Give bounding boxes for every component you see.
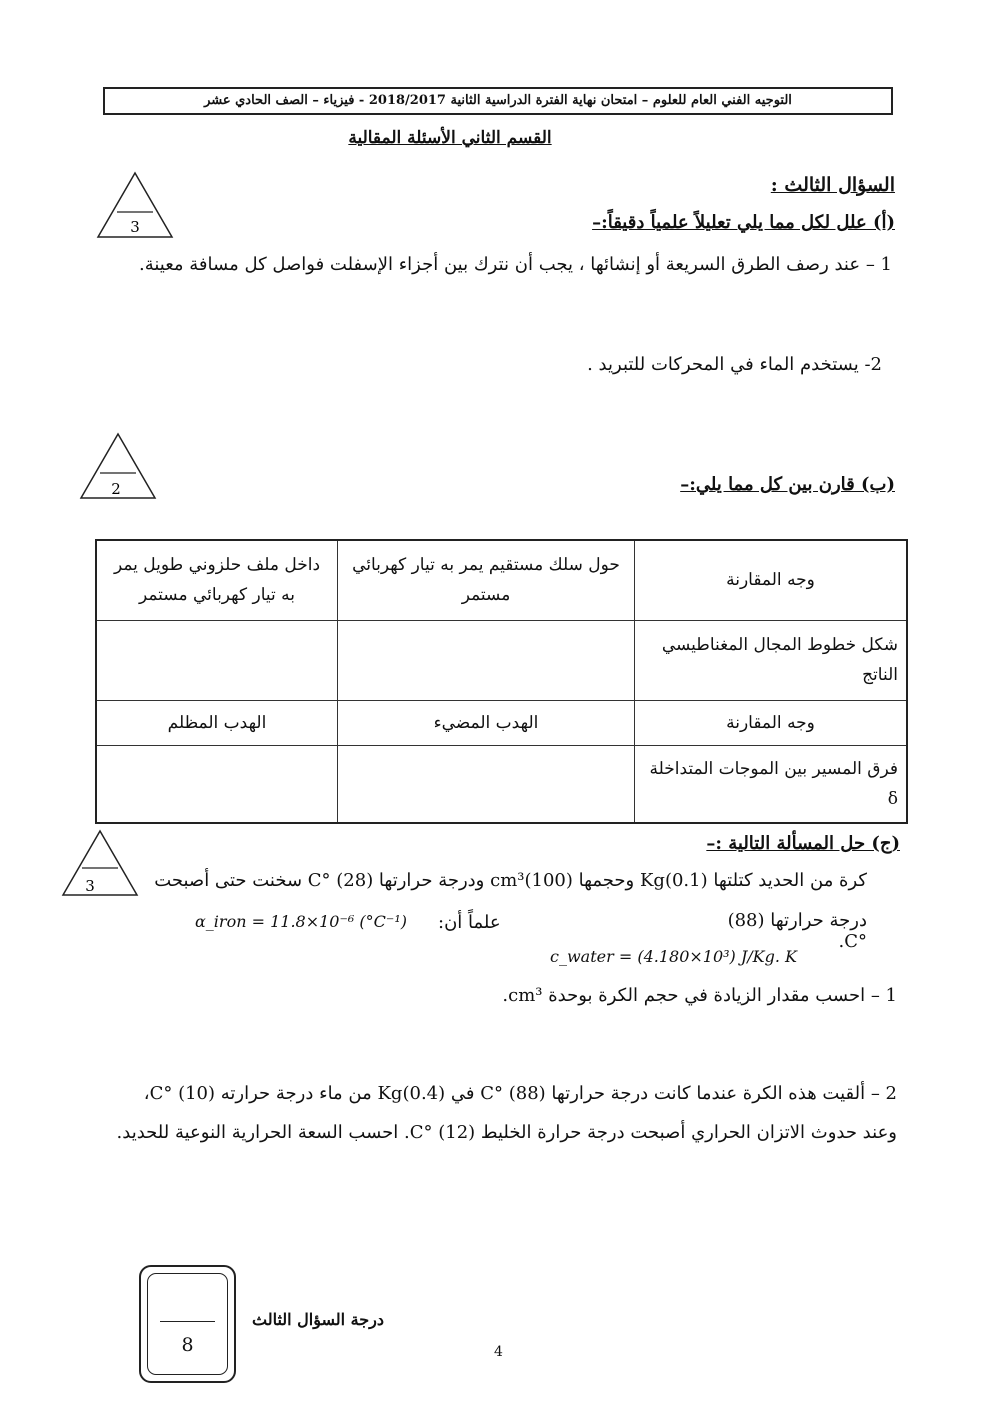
alpha-formula: α_iron = 11.8×10⁻⁶ (°C⁻¹) [195,912,408,931]
total-score-box [139,1265,236,1383]
total-score-label: درجة السؤال الثالث [252,1310,384,1329]
table-row-label: شكل خطوط المجال المغناطيسي الناتج [635,620,908,700]
table-row-label: وجه المقارنة [635,700,908,745]
part-c-title: (ج) حل المسألة التالية :– [706,833,900,854]
table-cell: الهدب المظلم [96,700,338,745]
comparison-table [95,539,908,824]
question-title: السؤال الثالث : [770,174,895,196]
table-cell: الهدب المضيء [338,700,635,745]
table-answer-cell[interactable] [96,745,338,823]
page-number: 4 [494,1344,503,1360]
table-row-label: فرق المسير بين الموجات المتداخلة δ [635,745,908,823]
score-divider [160,1321,215,1322]
score-triangle-a [95,170,175,240]
part-b-title: (ب) قارن بين كل مما يلي:– [680,474,895,495]
score-a: 3 [130,218,140,236]
table-header-cell: حول سلك مستقيم يمر به تيار كهربائي مستمر [338,540,635,620]
table-answer-cell[interactable] [338,745,635,823]
given-label: علماً أن: [438,912,501,933]
table-answer-cell[interactable] [96,620,338,700]
table-answer-cell[interactable] [338,620,635,700]
score-b: 2 [111,480,121,498]
table-row [96,745,907,823]
table-row [96,620,907,700]
table-row [96,540,907,620]
c-water-formula: c_water = (4.180×10³) J/Kg. K [550,947,797,966]
total-score: 8 [181,1334,194,1356]
exam-header: التوجيه الفني العام للعلوم – امتحان نهاية الفترة الدراسية الثانية 2018/2017 - فيزياء – الصف الحادي عشر [103,87,893,115]
subquestion-1: 1 – احسب مقدار الزيادة في حجم الكرة بوحدة cm³. [502,985,897,1006]
score-triangle-b [78,431,158,501]
subquestion-2-line-2: وعند حدوث الاتزان الحراري أصبحت درجة حرارة الخليط (12) °C. احسب السعة الحرارية النوعية للحديد. [116,1122,897,1143]
problem-line-1: كرة من الحديد كتلتها (0.1)Kg وحجمها (100)cm³ ودرجة حرارتها (28) °C سخنت حتى أصبحت [154,870,867,891]
subquestion-2-line-1: 2 – ألقيت هذه الكرة عندما كانت درجة حرارتها (88) °C في (0.4)Kg من ماء درجة حرارته (10) °C، [143,1083,897,1104]
problem-line-2: درجة حرارتها (88) °C. [727,910,867,952]
part-a-title: (أ) علل لكل مما يلي تعليلاً علمياً دقيقاً:– [592,212,895,233]
table-header-cell: داخل ملف حلزوني طويل يمر به تيار كهربائي مستمر [96,540,338,620]
part-a-item-2: 2- يستخدم الماء في المحركات للتبريد . [587,354,882,375]
table-row [96,700,907,745]
part-a-item-1: 1 – عند رصف الطرق السريعة أو إنشائها ، يجب أن نترك بين أجزاء الإسفلت فواصل كل مسافة معينة. [139,254,892,275]
table-header-cell: وجه المقارنة [635,540,908,620]
section-title: القسم الثاني الأسئلة المقالية [348,128,552,148]
score-c: 3 [85,877,95,895]
